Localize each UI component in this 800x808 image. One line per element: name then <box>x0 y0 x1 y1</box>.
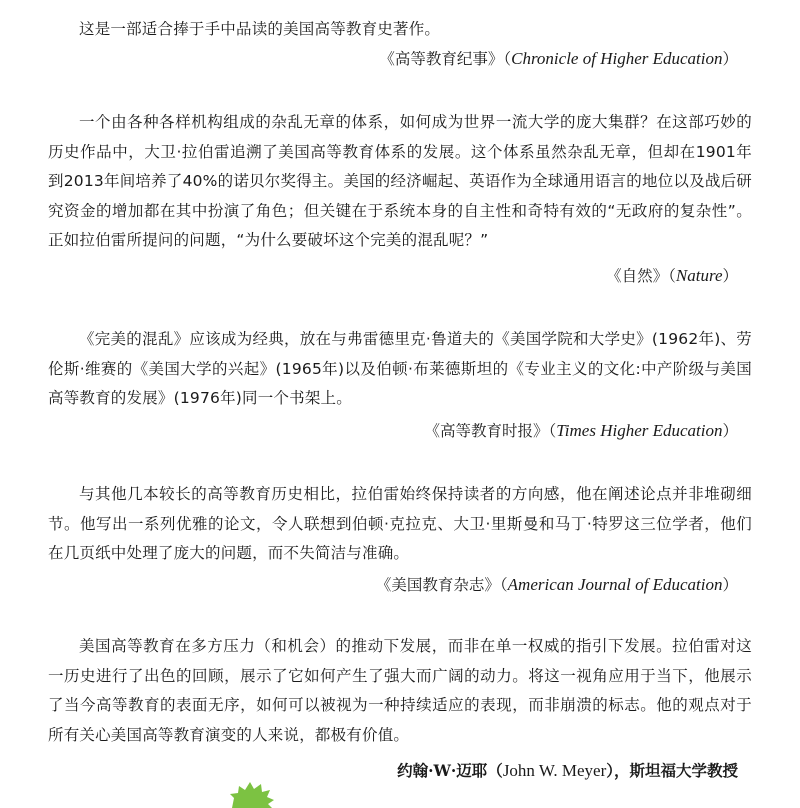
review-1-source-end: ） <box>722 50 738 68</box>
review-2-source-en: Nature <box>675 266 723 285</box>
review-1-source-en: Chronicle of Higher Education <box>511 49 723 68</box>
review-2-text: 一个由各种各样机构组成的杂乱无章的体系，如何成为世界一流大学的庞大集群？在这部巧妙的历史作品中，大卫·拉伯雷追溯了美国高等教育体系的发展。这个体系虽然杂乱无章，但却在1901年到2013年间培养了40%的诺贝尔奖得主。美国的经济崛起、英语作为全球通用语言的地位以及战后研究资金的增加都在其中扮演了角色；但关键在于系统本身的自主性和奇特有效的“无政府的复杂性”。正如拉伯雷所提问的问题，“为什么要破坏这个完美的混乱呢？” <box>48 113 752 249</box>
review-2-source-cn: 《自然》（ <box>606 267 676 285</box>
review-4-source <box>376 574 738 596</box>
review-3-source-end: ） <box>722 422 738 440</box>
review-2-source <box>606 265 738 287</box>
review-4-source-en: American Journal of Education <box>507 575 723 594</box>
review-2-source-end: ） <box>722 267 738 285</box>
review-1-source-cn: 《高等教育纪事》（ <box>379 50 512 68</box>
review-3-source-cn: 《高等教育时报》（ <box>424 422 557 440</box>
review-1-source <box>379 48 738 70</box>
review-3-text: 《完美的混乱》应该成为经典，放在与弗雷德里克·鲁道夫的《美国学院和大学史》(1962年)、劳伦斯·维赛的《美国大学的兴起》(1965年)以及伯顿·布莱德斯坦的《专业主义的文化:中产阶级与美国高等教育的发展》(1976年)同一个书架上。 <box>48 330 752 407</box>
review-5-source-en: John W. Meyer <box>502 761 607 780</box>
review-5-text: 美国高等教育在多方压力（和机会）的推动下发展，而非在单一权威的指引下发展。拉伯雷对这一历史进行了出色的回顾，展示了它如何产生了强大而广阔的动力。将这一视角应用于当下，他展示了当今高等教育的表面无序，如何可以被视为一种持续适应的表现，而非崩溃的标志。他的观点对于所有关心美国高等教育演变的人来说，都极有价值。 <box>48 637 752 744</box>
review-1-text: 这是一部适合捧于手中品读的美国高等教育史著作。 <box>79 20 441 38</box>
review-3-source-en: Times Higher Education <box>556 421 723 440</box>
green-splash-icon <box>228 778 276 808</box>
review-3-source <box>425 420 739 442</box>
review-5-source-end: ），斯坦福大学教授 <box>606 761 738 780</box>
review-5-source-cn: 约翰·W·迈耶（ <box>397 761 503 780</box>
review-4-text: 与其他几本较长的高等教育历史相比，拉伯雷始终保持读者的方向感，他在阐述论点并非堆砌细节。他写出一系列优雅的论文，令人联想到伯顿·克拉克、大卫·里斯曼和马丁·特罗这三位学者，他们在几页纸中处理了庞大的问题，而不失简洁与准确。 <box>48 485 752 562</box>
review-5-source <box>397 760 738 782</box>
review-4-source-end: ） <box>722 576 738 594</box>
review-4-source-cn: 《美国教育杂志》（ <box>375 576 508 594</box>
